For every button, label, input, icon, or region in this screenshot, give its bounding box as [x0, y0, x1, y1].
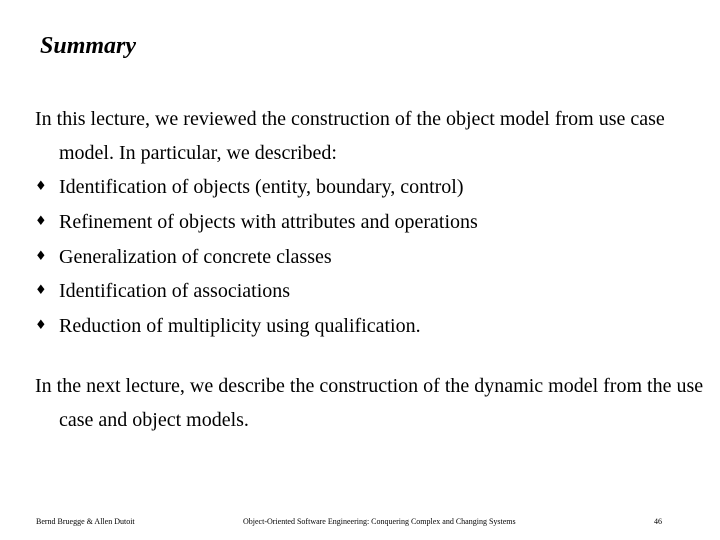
closing-paragraph: In the next lecture, we describe the construction of the dynamic model from the use case and object models.	[35, 375, 704, 431]
bullet-item	[35, 274, 478, 309]
slide-title: Summary	[40, 33, 137, 59]
bullet-text: Identification of objects (entity, boundary, control)	[59, 176, 464, 198]
bullet-text: Identification of associations	[59, 280, 291, 303]
bullet-list	[35, 170, 478, 344]
diamond-bullet-icon: ♦	[35, 213, 47, 229]
diamond-bullet-icon: ♦	[35, 318, 47, 333]
intro-paragraph: In this lecture, we reviewed the construction of the object model from use case model. In particular, we described:	[35, 108, 665, 164]
diamond-bullet-icon: ♦	[35, 283, 47, 299]
diamond-bullet-icon: ♦	[35, 248, 47, 264]
bullet-text: Generalization of concrete classes	[59, 245, 332, 268]
footer-authors: Bernd Bruegge & Allen Dutoit	[36, 517, 135, 526]
page-number: 46	[654, 517, 662, 526]
diamond-bullet-icon: ♦	[35, 179, 47, 194]
footer-book-title: Object-Oriented Software Engineering: Conquering Complex and Changing Systems	[243, 517, 516, 526]
bullet-text: Reduction of multiplicity using qualification.	[59, 315, 421, 337]
bullet-text: Refinement of objects with attributes and operations	[59, 210, 478, 233]
bullet-item	[35, 309, 478, 344]
bullet-item	[35, 205, 478, 240]
bullet-item	[35, 170, 478, 205]
bullet-item	[35, 240, 478, 275]
